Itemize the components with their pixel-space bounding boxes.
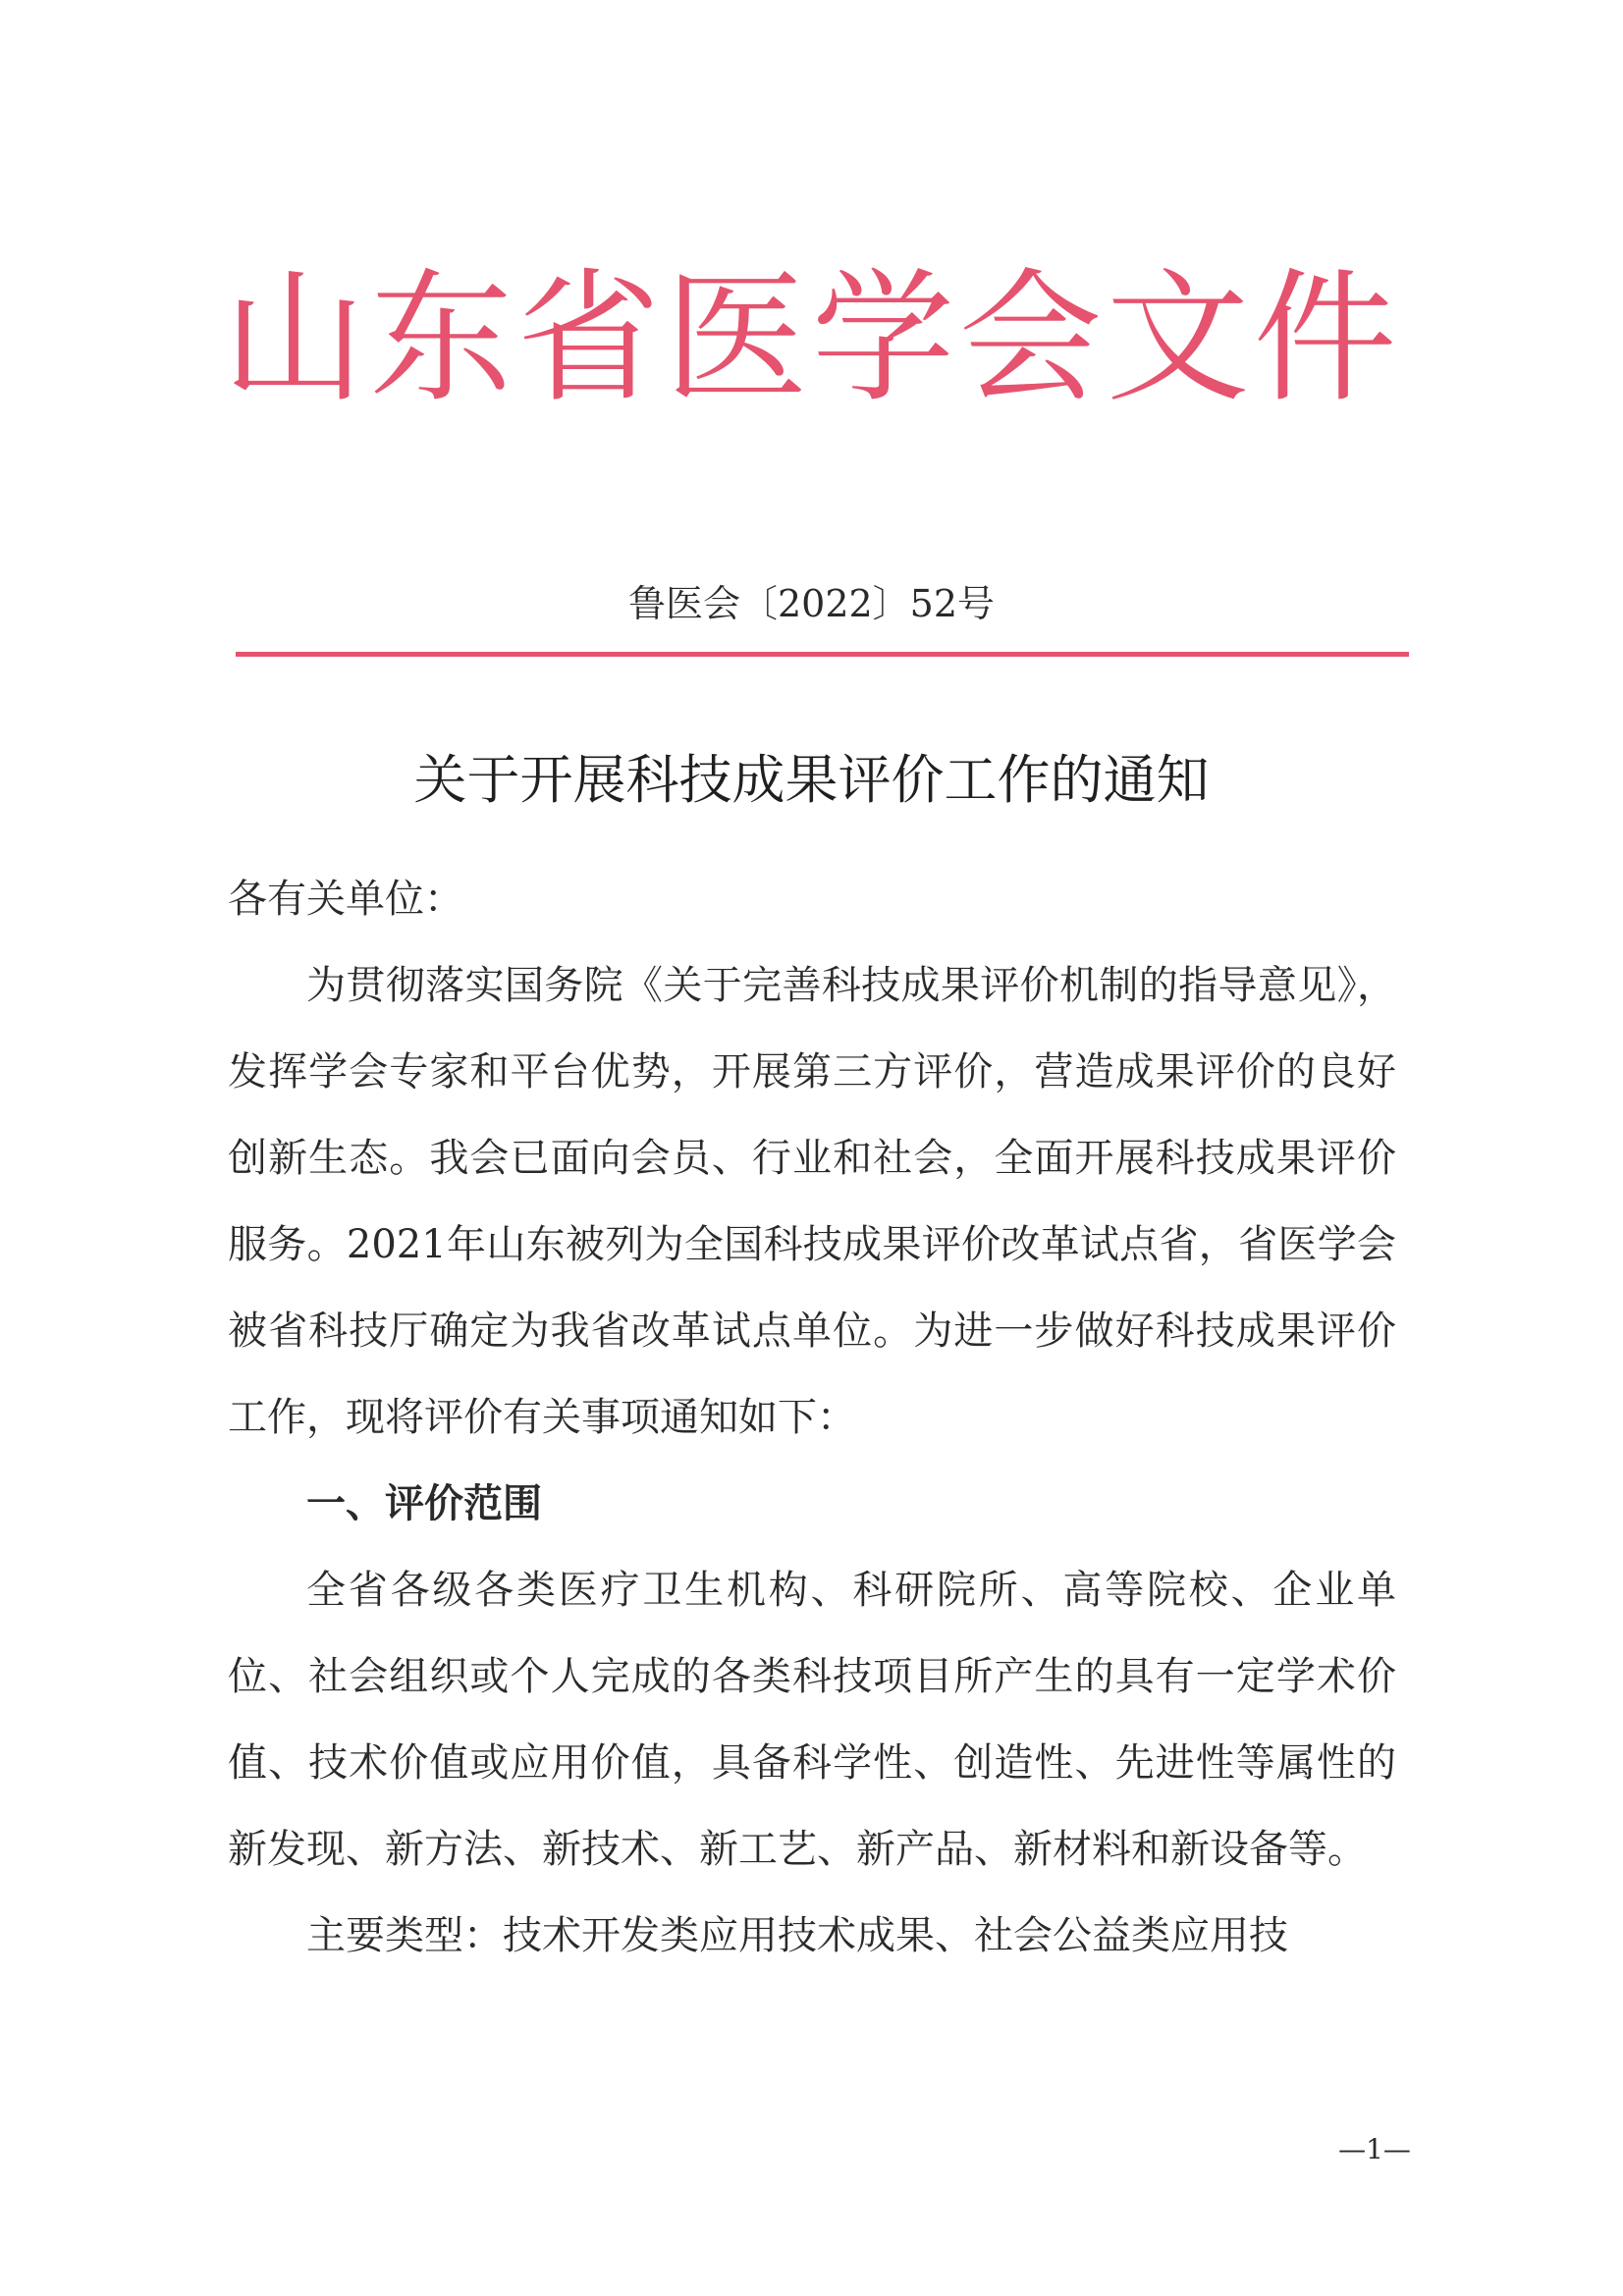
section-heading-scope: 一、评价范围 (306, 1481, 542, 1526)
notice-body (228, 856, 1396, 1979)
main-types-paragraph: 主要类型：技术开发类应用技术成果、社会公益类应用技 (306, 1913, 1288, 1958)
document-number: 鲁医会〔2022〕52号 (627, 582, 996, 625)
salutation: 各有关单位： (228, 877, 463, 922)
masthead-title: 山东省医学会文件 (222, 255, 1401, 422)
page-number: —1— (1338, 2133, 1411, 2165)
notice-title: 关于开展科技成果评价工作的通知 (413, 749, 1210, 811)
intro-paragraph: 为贯彻落实国务院《关于完善科技成果评价机制的指导意见》，发挥学会专家和平台优势，开展第三方评价，营造成果评价的良好创新生态。我会已面向会员、行业和社会，全面开展科技成果评价服务。2021年山东被列为全国科技成果评价改革试点省，省医学会被省科技厅确定为我省改革试点单位。为进一步做好科技成果评价工作，现将评价有关事项通知如下： (228, 963, 1396, 1440)
scope-paragraph: 全省各级各类医疗卫生机构、科研院所、高等院校、企业单位、社会组织或个人完成的各类科技项目所产生的具有一定学术价值、技术价值或应用价值，具备科学性、创造性、先进性等属性的新发现、新方法、新技术、新工艺、新产品、新材料和新设备等。 (228, 1568, 1396, 1872)
red-divider-line (236, 652, 1409, 657)
